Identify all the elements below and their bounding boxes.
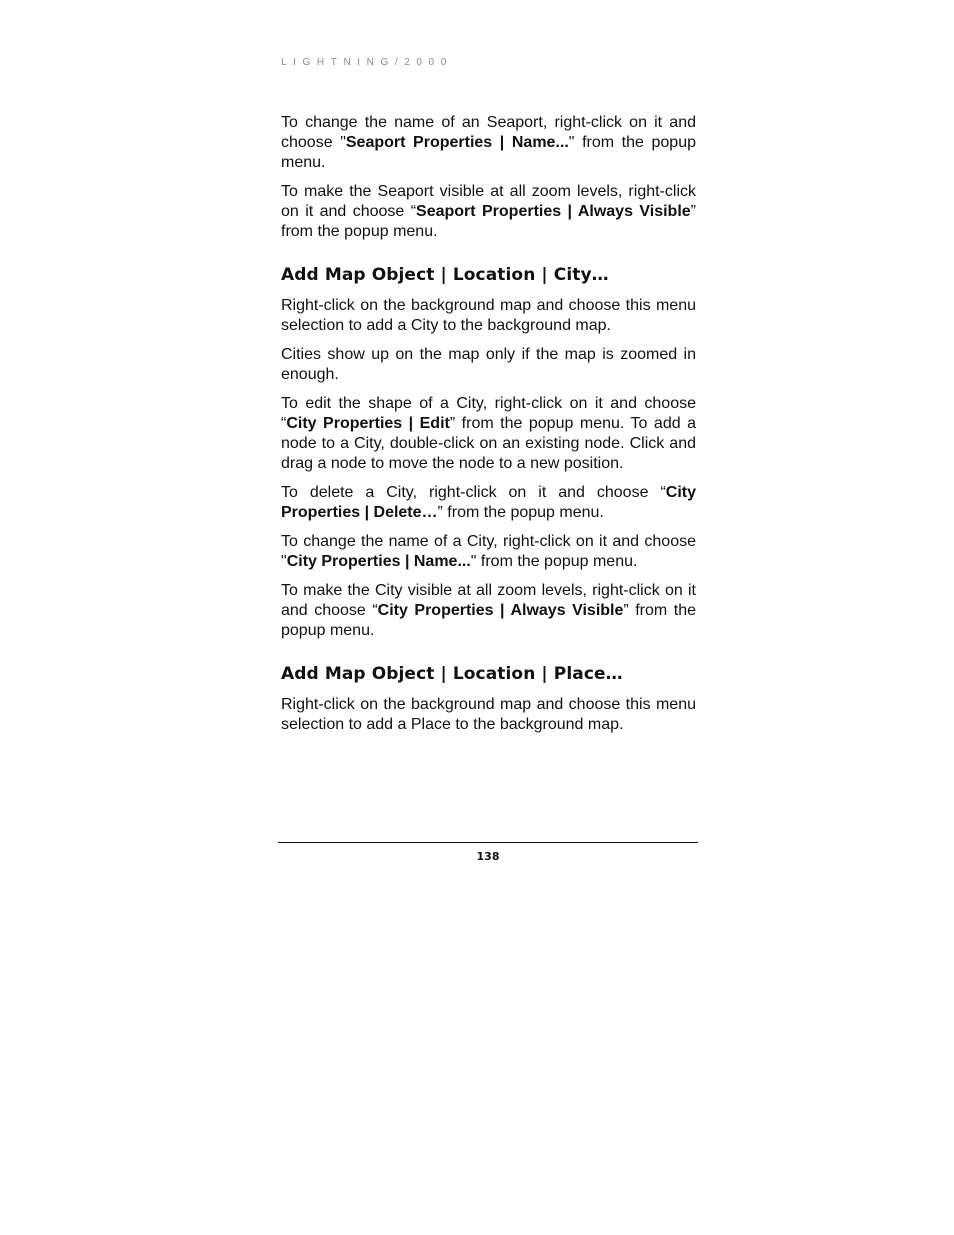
text-run: ” from the popup menu. To add a node to a City, double-click on an existing node. Click and drag a node to move the node to a new position.	[281, 415, 696, 472]
menu-path-text: City Properties | Edit	[286, 415, 450, 432]
paragraph-city-name	[281, 532, 696, 572]
paragraph-add-city	[281, 296, 696, 336]
running-header: LIGHTNING/2000	[281, 57, 453, 68]
menu-path-text: City Properties | Delete…	[281, 484, 696, 521]
text-run: To delete a City, right-click on it and choose “	[281, 484, 666, 501]
text-run: ” from the popup menu.	[281, 203, 696, 240]
paragraph-city-visible	[281, 581, 696, 641]
text-run: Right-click on the background map and choose this menu selection to add a City to the background map.	[281, 297, 696, 334]
text-run: To make the City visible at all zoom levels, right-click on it and choose “	[281, 582, 696, 619]
text-run: ” from the popup menu.	[437, 504, 604, 521]
paragraph-seaport-name	[281, 113, 696, 173]
menu-path-text: City Properties | Name...	[286, 553, 471, 570]
page-content	[281, 113, 696, 744]
heading-add-place: Add Map Object | Location | Place…	[281, 664, 623, 684]
paragraph-edit-city	[281, 394, 696, 474]
page-number: 138	[476, 850, 500, 863]
text-run: To change the name of a City, right-click on it and choose "	[281, 533, 696, 570]
text-run: ” from the popup menu.	[281, 602, 696, 639]
text-run: Cities show up on the map only if the map is zoomed in enough.	[281, 346, 696, 383]
text-run: To make the Seaport visible at all zoom levels, right-click on it and choose “	[281, 183, 696, 220]
paragraph-cities-zoom	[281, 345, 696, 385]
menu-path-text: Seaport Properties | Always Visible	[416, 203, 691, 220]
paragraph-add-place	[281, 695, 696, 735]
heading-add-city: Add Map Object | Location | City…	[281, 265, 609, 285]
text-run: " from the popup menu.	[281, 134, 696, 171]
menu-path-text: City Properties | Always Visible	[377, 602, 624, 619]
text-run: To change the name of an Seaport, right-click on it and choose "	[281, 114, 696, 151]
footer-rule	[278, 842, 698, 843]
text-run: Right-click on the background map and choose this menu selection to add a Place to the background map.	[281, 696, 696, 733]
menu-path-text: Seaport Properties | Name...	[345, 134, 569, 151]
text-run: To edit the shape of a City, right-click on it and choose “	[281, 395, 696, 432]
paragraph-delete-city	[281, 483, 696, 523]
text-run: " from the popup menu.	[470, 553, 638, 570]
paragraph-seaport-visible	[281, 182, 696, 242]
